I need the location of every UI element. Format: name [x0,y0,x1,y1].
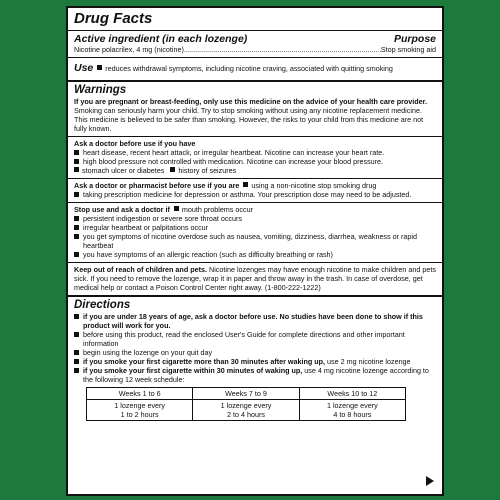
dosing-schedule-table [86,387,406,421]
list-item: high blood pressure not controlled with medication. Nicotine can increase your blood pressure. [74,157,436,166]
bullet-square-icon [174,206,179,211]
bullet-square-icon [74,332,79,337]
stop-use-heading: Stop use and ask a doctor if [74,205,170,214]
ask-doctor-section [68,137,442,179]
bullet-square-icon [74,314,79,319]
list-item: if you smoke your first cigarette within 30 minutes of waking up, use 4 mg nicotine lozenge according to the following 12 week schedule: [74,366,436,384]
bullet-square-icon [74,225,79,230]
list-item: stomach ulcer or diabetes history of seizures [74,166,436,175]
stop-use-section: Stop use and ask a doctor if mouth problems occur persistent indigestion or severe sore throat occurs irregular heartbeat or palpitations occur you get symptoms of nicotine overdose such as nausea, vomiting, dizziness, diarrhea, weakness or rapid heartbeat you have symptoms of an allergic reaction (such as difficulty breathing or rash) [68,203,442,263]
ask-doctor-heading: Ask a doctor before use if you have [74,139,196,148]
keep-out-of-reach-section [68,263,442,297]
list-item: persistent indigestion or severe sore throat occurs [74,214,436,223]
list-item: begin using the lozenge on your quit day [74,348,436,357]
ingredient-purpose: Stop smoking aid [380,45,436,54]
list-item: taking prescription medicine for depression or asthma. Your prescription dose may need to be adjusted. [74,190,436,199]
bullet-square-icon [74,150,79,155]
active-ingredient-heading: Active ingredient (in each lozenge) [74,33,248,45]
bullet-square-icon [243,182,248,187]
continued-arrow-icon [426,476,434,486]
list-item: irregular heartbeat or palpitations occur [74,223,436,232]
purpose-heading: Purpose [393,33,436,45]
drug-facts-panel [66,6,444,496]
table-row: 1 lozenge every 1 to 2 hours 1 lozenge every 2 to 4 hours 1 lozenge every 4 to 8 hours [87,400,406,421]
bullet-square-icon [74,192,79,197]
use-section [68,58,442,82]
bullet-square-icon [74,216,79,221]
ingredient-name: Nicotine polacrilex, 4 mg (nicotine) [74,45,184,54]
bullet-square-icon [74,167,79,172]
directions-section [68,297,442,424]
bullet-square-icon [170,167,175,172]
keep-out-bold: Keep out of reach of children and pets. [74,265,207,274]
bullet-square-icon [74,350,79,355]
drug-facts-title: Drug Facts [74,10,153,27]
use-text: reduces withdrawal symptoms, including nicotine craving, associated with quitting smoking [105,64,393,73]
keep-out-text: Nicotine lozenges may have enough nicotine to make children and pets sick. If you need to remove the lozenge, wrap it in paper and throw away in the trash. In case of overdose, get medical help or contact a Poison Control Center right away. (1-800-222-1222) [74,265,436,292]
bullet-square-icon [74,359,79,364]
warnings-heading: Warnings [74,84,127,96]
bullet-square-icon [74,234,79,239]
pregnant-warning-bold: If you are pregnant or breast-feeding, only use this medicine on the advice of your health care provider. [74,97,428,106]
list-item: before using this product, read the enclosed User's Guide for complete directions and other important information [74,330,436,348]
bullet-square-icon [74,159,79,164]
table-row: Weeks 1 to 6 Weeks 7 to 9 Weeks 10 to 12 [87,388,406,400]
use-heading: Use [74,62,94,74]
ask-pharmacist-heading: Ask a doctor or pharmacist before use if you are [74,181,240,190]
bullet-square-icon [74,368,79,373]
list-item: if you are under 18 years of age, ask a doctor before use. No studies have been done to show if this product will work for you. [74,312,436,330]
list-item: heart disease, recent heart attack, or irregular heartbeat. Nicotine can increase your heart rate. [74,148,436,157]
active-ingredient-section [68,31,442,58]
list-item: if you smoke your first cigarette more than 30 minutes after waking up, use 2 mg nicotine lozenge [74,357,436,366]
directions-heading: Directions [74,299,131,311]
list-item: you get symptoms of nicotine overdose such as nausea, vomiting, dizziness, diarrhea, weakness or rapid heartbeat [74,232,436,250]
pregnant-warning-text: Smoking can seriously harm your child. Try to stop smoking without using any nicotine replacement medicine. This medicine is believed to be safer than smoking. However, the risks to your child from this medicine are not fully known. [74,106,424,133]
title-section [68,8,442,31]
dot-leader [184,45,381,54]
list-item: you have symptoms of an allergic reaction (such as difficulty breathing or rash) [74,250,436,259]
bullet-square-icon [74,252,79,257]
bullet-square-icon [97,65,102,70]
warnings-section [68,82,442,137]
ask-pharmacist-section: Ask a doctor or pharmacist before use if you are using a non-nicotine stop smoking drug taking prescription medicine for depression or asthma. Your prescription dose may need to be adjusted. [68,179,442,203]
